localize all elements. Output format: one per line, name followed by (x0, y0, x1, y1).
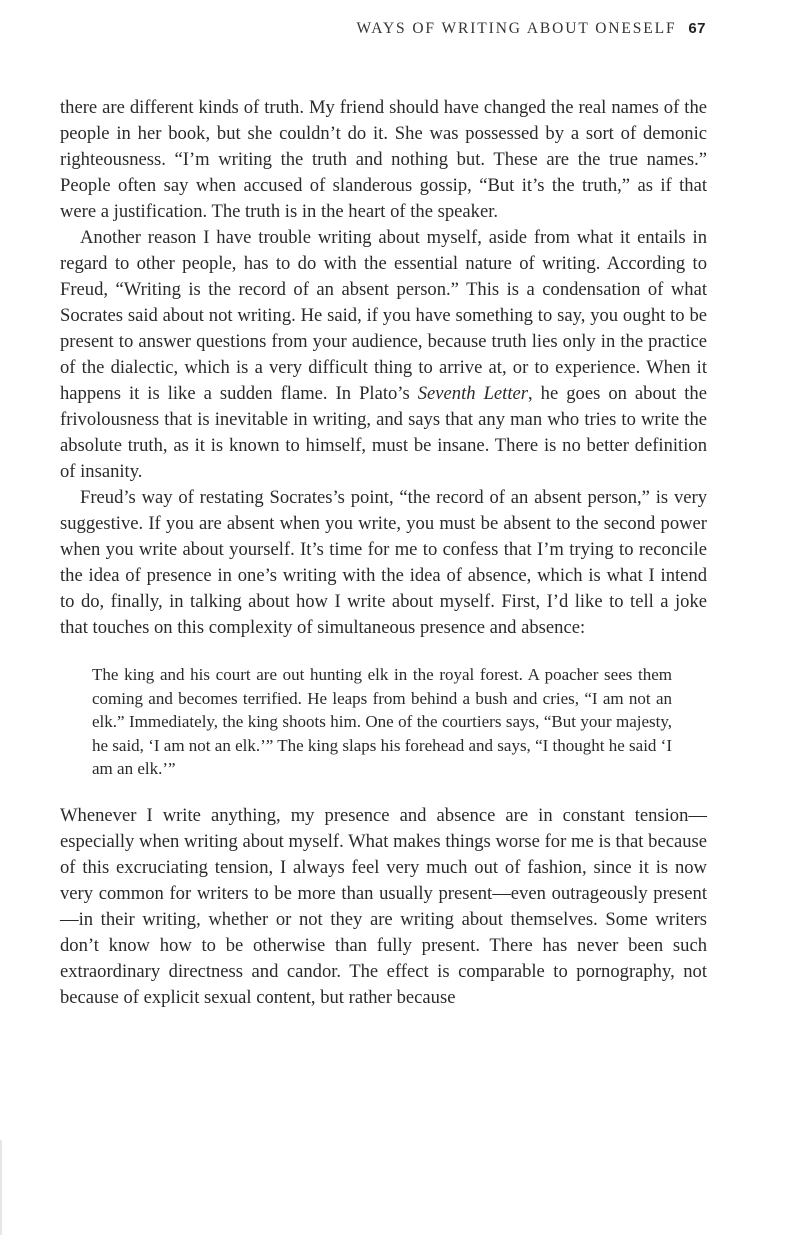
book-title-seventh-letter: Seventh Letter (417, 383, 528, 404)
page-number: 67 (688, 20, 706, 37)
quote-text: The king and his court are out hunting elk in the royal forest. A poacher sees them coming and becomes terrified. He leaps from behind a bush and cries, “I am not an elk.” Immediately, the king shoots him. One of the courtiers says, “But your majesty, he said, ‘I am not an elk.’” The king slaps his forehead and says, “I thought he said ‘I am an elk.’” (92, 665, 672, 779)
paragraph-3: Freud’s way of restating Socrates’s point, “the record of an absent person,” is very suggestive. If you are absent when you write, you must be absent to the second power when you write about yourself. It’s time for me to confess that I’m trying to reconcile the idea of presence in one’s writing with the idea of absence, which is what I intend to do, finally, in talking about how I write about myself. First, I’d like to tell a joke that touches on this complexity of simultaneous presence and absence: (60, 487, 707, 638)
paragraph-4: Whenever I write anything, my presence and absence are in constant tension—especially when writing about myself. What makes things worse for me is that because of this excruciating tension, I always feel very much out of fashion, since it is now very common for writers to be more than usually present—even outrageously present—in their writing, whether or not they are writing about themselves. Some writers don’t know how to be otherwise than fully present. There has never been such extraordinary directness and candor. The effect is comparable to pornography, not because of explicit sexual content, but rather because (60, 804, 707, 1008)
body-text (60, 95, 707, 1011)
running-head (356, 20, 706, 38)
page-edge-shadow (0, 1140, 2, 1235)
paragraph-2-text-b: , he goes on about the frivolousness that is inevitable in writing, and says that any man who tries to write the absolute truth, as it is known to himself, must be insane. There is no better definition of insanity. (60, 383, 707, 482)
block-quote (92, 663, 672, 781)
paragraph-2 (60, 225, 707, 485)
paragraph-1: there are different kinds of truth. My friend should have changed the real names of the people in her book, but she couldn’t do it. She was possessed by a sort of demonic righteousness. “I’m writing the truth and nothing but. These are the true names.” People often say when accused of slanderous gossip, “But it’s the truth,” as if that were a justification. The truth is in the heart of the speaker. (60, 97, 707, 222)
running-title: WAYS OF WRITING ABOUT ONESELF (356, 20, 677, 37)
paragraph-2-text-a: Another reason I have trouble writing about myself, aside from what it entails in regard to other people, has to do with the essential nature of writing. According to Freud, “Writing is the record of an absent person.” This is a condensation of what Socrates said about not writing. He said, if you have something to say, you ought to be present to answer questions from your audience, because truth lies only in the practice of the dialectic, which is a very difficult thing to arrive at, or to experience. When it happens it is like a sudden flame. In Plato’s (60, 227, 707, 404)
